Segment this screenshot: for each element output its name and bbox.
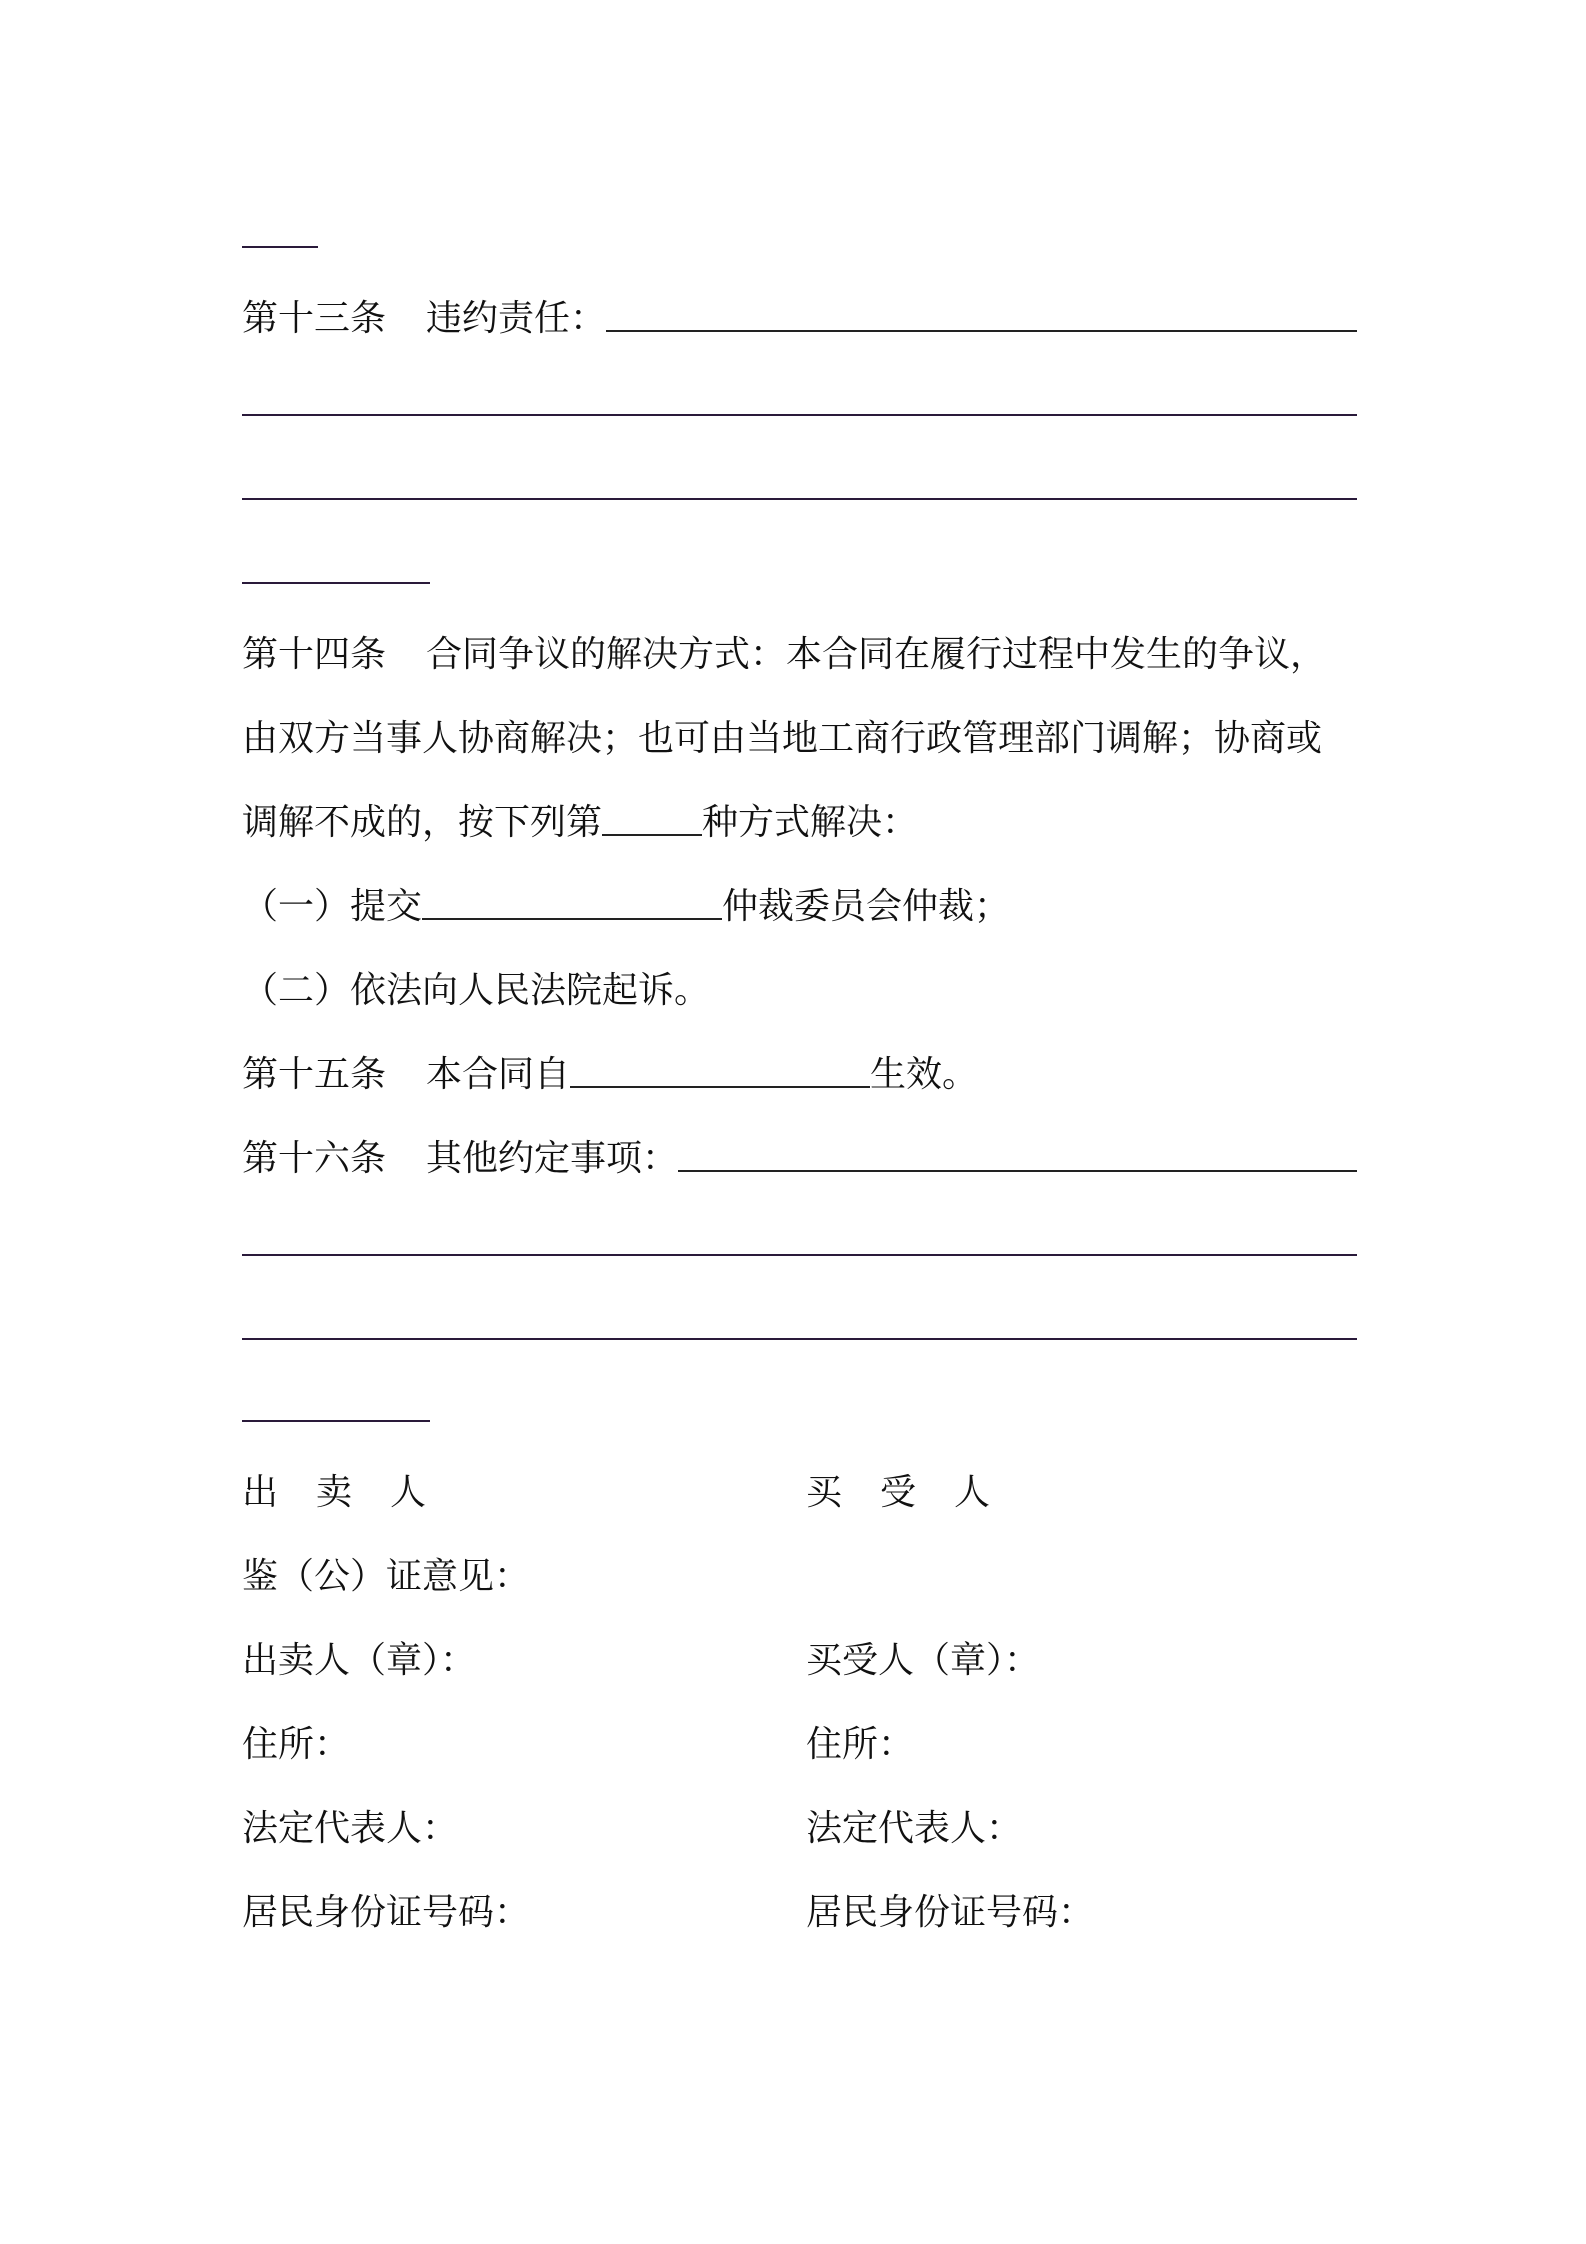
- article-14-line-2: [242, 698, 1357, 762]
- seal-row: [242, 1620, 1357, 1684]
- option-1-text-a: （一）提交: [242, 886, 423, 927]
- notary-opinion-row: [242, 1536, 1357, 1600]
- article-15: [242, 1034, 1357, 1098]
- article-16-title: 其他约定事项：: [426, 1138, 679, 1179]
- article-15-text-b: 生效。: [870, 1054, 979, 1095]
- article-14-line-3: [242, 782, 1357, 846]
- address-row: [242, 1704, 1357, 1768]
- seller-address-label: 住所：: [242, 1724, 351, 1765]
- id-number-row: [242, 1872, 1357, 1936]
- article-16-rule-2[interactable]: [242, 1254, 1357, 1256]
- buyer-heading: 买受人: [806, 1472, 1029, 1513]
- buyer-address-label: 住所：: [806, 1724, 915, 1765]
- effective-date-blank[interactable]: [570, 1086, 870, 1088]
- seller-legal-rep-label: 法定代表人：: [242, 1808, 459, 1849]
- option-2-text: （二）依法向人民法院起诉。: [242, 970, 711, 1011]
- article-14-option-1: [242, 866, 1357, 930]
- article-14-line-2-text: 由双方当事人协商解决；也可由当地工商行政管理部门调解；协商或: [242, 718, 1323, 759]
- article-14-option-2: [242, 950, 1357, 1014]
- dispute-method-blank[interactable]: [602, 834, 702, 836]
- article-14-line-3-text-b: 种方式解决：: [702, 802, 919, 843]
- article-14-line-1-text: 合同争议的解决方式：本合同在履行过程中发生的争议，: [426, 634, 1327, 675]
- article-13-rule-3[interactable]: [242, 498, 1357, 500]
- seller-heading: 出卖人: [242, 1472, 465, 1513]
- buyer-id-number-label: 居民身份证号码：: [806, 1892, 1095, 1933]
- arbitration-commission-blank[interactable]: [422, 918, 722, 920]
- article-13: [242, 278, 1357, 342]
- article-13-rule-2[interactable]: [242, 414, 1357, 416]
- article-13-label: 第十三条: [242, 298, 387, 339]
- seller-seal-label: 出卖人（章）：: [242, 1640, 477, 1681]
- article-14-line-3-text-a: 调解不成的，按下列第: [242, 802, 603, 843]
- article-13-rule-4[interactable]: [242, 582, 430, 584]
- option-1-text-b: 仲裁委员会仲裁；: [722, 886, 1011, 927]
- article-15-text-a: 本合同自: [426, 1054, 571, 1095]
- article-14-line-1: [242, 614, 1357, 678]
- article-13-title: 违约责任：: [426, 298, 607, 339]
- article-16-rule-3[interactable]: [242, 1338, 1357, 1340]
- seller-id-number-label: 居民身份证号码：: [242, 1892, 531, 1933]
- party-headings: [242, 1452, 1357, 1516]
- buyer-seal-label: 买受人（章）：: [806, 1640, 1041, 1681]
- continuation-rule: [242, 246, 318, 248]
- notary-opinion-label: 鉴（公）证意见：: [242, 1556, 531, 1597]
- legal-rep-row: [242, 1788, 1357, 1852]
- article-16-label: 第十六条: [242, 1138, 387, 1179]
- article-16-blank[interactable]: [678, 1170, 1357, 1172]
- article-15-label: 第十五条: [242, 1054, 387, 1095]
- buyer-legal-rep-label: 法定代表人：: [806, 1808, 1023, 1849]
- article-14-label: 第十四条: [242, 634, 387, 675]
- article-13-blank[interactable]: [606, 330, 1357, 332]
- article-16: [242, 1118, 1357, 1182]
- article-16-rule-4[interactable]: [242, 1420, 430, 1422]
